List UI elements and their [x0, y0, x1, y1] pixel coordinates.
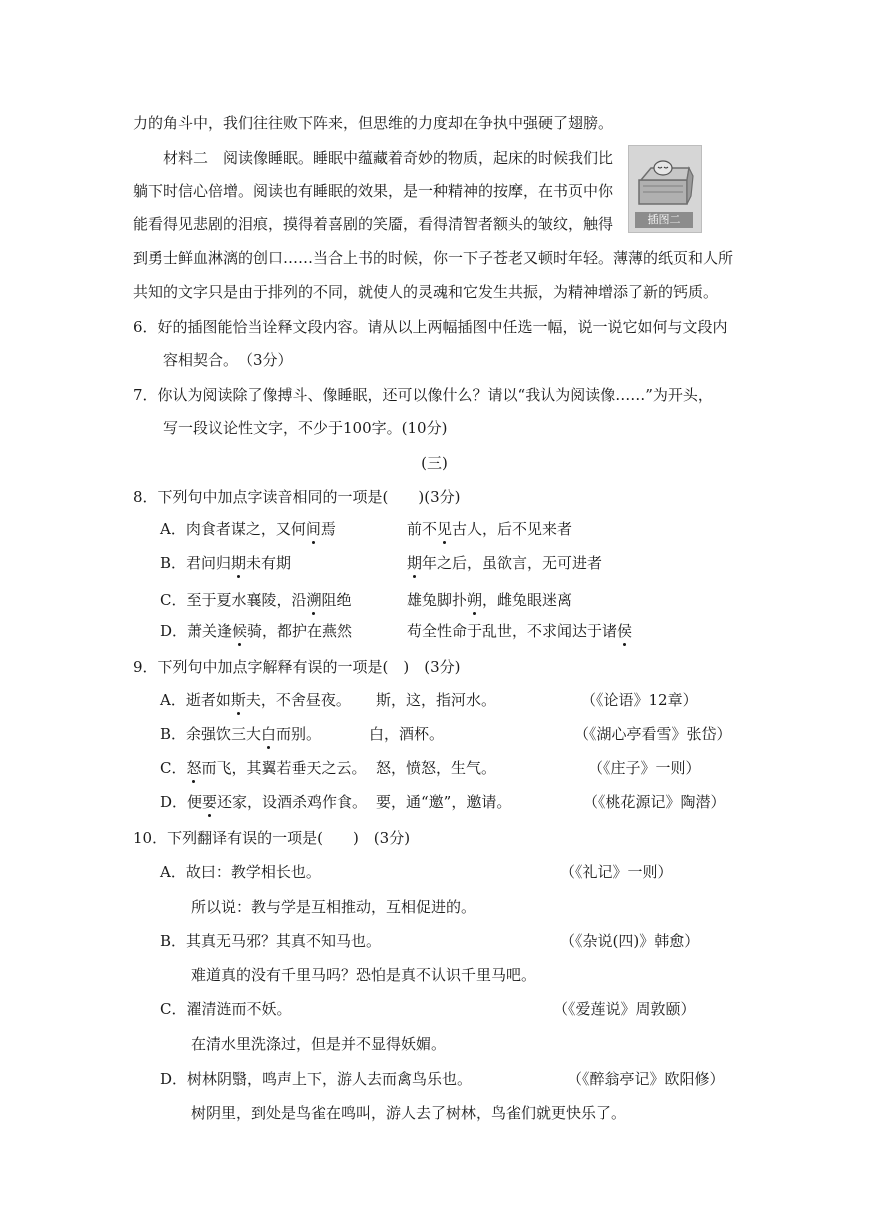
- emphasis-char: 见: [437, 520, 453, 538]
- question-9-option-a-source: （《论语》12章）: [581, 691, 698, 709]
- emphasis-char: 斯: [230, 691, 246, 709]
- question-7-line2: 写一段议论性文字，不少于100字。(10分): [163, 419, 448, 437]
- question-10-option-c-translation: 在清水里洗涤过，但是并不显得妖媚。: [191, 1035, 447, 1053]
- material2-line4: 到勇士鲜血淋漓的创口……当合上书的时候，你一下子苍老又顿时年轻。薄薄的纸页和人所: [133, 249, 734, 267]
- emphasis-char: 间: [305, 520, 321, 538]
- question-10-option-d: D．树林阴翳，鸣声上下，游人去而禽鸟乐也。: [160, 1070, 473, 1088]
- illustration-two: [628, 145, 702, 233]
- question-9-option-c-gloss: 怒，愤怒，生气。: [376, 759, 497, 777]
- question-8-option-d-left: D．萧关逢候骑，都护在燕然: [160, 622, 353, 640]
- material2-line2: 躺下时信心倍增。阅读也有睡眠的效果，是一种精神的按摩，在书页中你: [133, 182, 614, 200]
- material1-tail: 力的角斗中，我们往往败下阵来，但思维的力度却在争执中强硬了翅膀。: [133, 114, 614, 132]
- emphasis-char: 侯: [617, 622, 633, 640]
- emphasis-char: 要: [202, 793, 218, 811]
- question-6-line2: 容相契合。 （3分）: [163, 351, 293, 369]
- question-9-option-b-gloss: 白，酒杯。: [369, 725, 445, 743]
- question-10-stem: 10．下列翻译有误的一项是( ) (3分): [133, 829, 411, 847]
- emphasis-char: 白: [261, 725, 277, 743]
- question-9-option-a-gloss: 斯，这，指河水。: [376, 691, 497, 709]
- question-7-line1: 7．你认为阅读除了像搏斗、像睡眠，还可以像什么？请以“我认为阅读像……”为开头，: [133, 386, 713, 404]
- section-three-heading: (三): [421, 454, 448, 472]
- question-8-option-c-left: C．至于夏水襄陵，沿溯阻绝: [160, 591, 352, 609]
- emphasis-char: 朔: [467, 591, 483, 609]
- question-8-option-b-left: B．君问归期未有期: [160, 554, 292, 572]
- question-9-option-c-source: （《庄子》一则）: [588, 759, 701, 777]
- question-6-line1: 6．好的插图能恰当诠释文段内容。请从以上两幅插图中任选一幅，说一说它如何与文段内: [133, 318, 728, 336]
- question-9-option-a: A．逝者如斯夫，不舍昼夜。: [160, 691, 351, 709]
- emphasis-char: 期: [407, 554, 423, 572]
- question-10-option-d-source: （《醉翁亭记》欧阳修）: [567, 1070, 725, 1088]
- question-10-option-b-translation: 难道真的没有千里马吗？恐怕是真不认识千里马吧。: [191, 966, 537, 984]
- question-10-option-a-source: （《礼记》一则）: [560, 863, 673, 881]
- question-10-option-b-source: （《杂说(四)》韩愈）: [560, 932, 700, 950]
- question-10-option-a: A．故曰：教学相长也。: [160, 863, 321, 881]
- question-8-stem: 8．下列句中加点字读音相同的一项是( )(3分): [133, 488, 461, 506]
- figure-label: 插图二: [635, 212, 693, 228]
- question-8-option-a-left: A．肉食者谋之，又何间焉: [160, 520, 336, 538]
- question-9-stem: 9．下列句中加点字解释有误的一项是( ) (3分): [133, 658, 461, 676]
- question-10-option-a-translation: 所以说：教与学是互相推动，互相促进的。: [191, 898, 477, 916]
- emphasis-char: 候: [232, 622, 248, 640]
- question-8-option-c-right: 雄兔脚扑朔，雌兔眼迷离: [407, 591, 573, 609]
- question-9-option-d: D．便要还家，设酒杀鸡作食。: [160, 793, 368, 811]
- emphasis-char: 溯: [306, 591, 322, 609]
- emphasis-char: 怒: [186, 759, 202, 777]
- question-8-option-a-right: 前不见古人，后不见来者: [407, 520, 573, 538]
- question-9-option-b-source: （《湖心亭看雪》张岱）: [574, 725, 732, 743]
- question-8-option-b-right: 期年之后，虽欲言，无可进者: [407, 554, 603, 572]
- question-8-option-d-right: 苟全性命于乱世，不求闻达于诸侯: [407, 622, 633, 640]
- question-9-option-c: C．怒而飞，其翼若垂天之云。: [160, 759, 367, 777]
- question-9-option-d-gloss: 要，通“邀”，邀请。: [376, 793, 512, 811]
- emphasis-char: 期: [231, 554, 247, 572]
- question-10-option-d-translation: 树阴里，到处是鸟雀在鸣叫，游人去了树林，鸟雀们就更快乐了。: [191, 1104, 627, 1122]
- question-10-option-c-source: （《爱莲说》周敦颐）: [553, 1000, 696, 1018]
- material2-line1: 材料二 阅读像睡眠。睡眠中蕴藏着奇妙的物质，起床的时候我们比: [163, 149, 614, 167]
- question-10-option-c: C．濯清涟而不妖。: [160, 1000, 292, 1018]
- question-9-option-b: B．余强饮三大白而别。: [160, 725, 322, 743]
- question-9-option-d-source: （《桃花源记》陶潜）: [583, 793, 726, 811]
- material2-line3: 能看得见悲剧的泪痕，摸得着喜剧的笑靥，看得清智者额头的皱纹，触得: [133, 215, 614, 233]
- material2-line5: 共知的文字只是由于排列的不同，就使人的灵魂和它发生共振，为精神增添了新的钙质。: [133, 283, 719, 301]
- question-10-option-b: B．其真无马邪？其真不知马也。: [160, 932, 382, 950]
